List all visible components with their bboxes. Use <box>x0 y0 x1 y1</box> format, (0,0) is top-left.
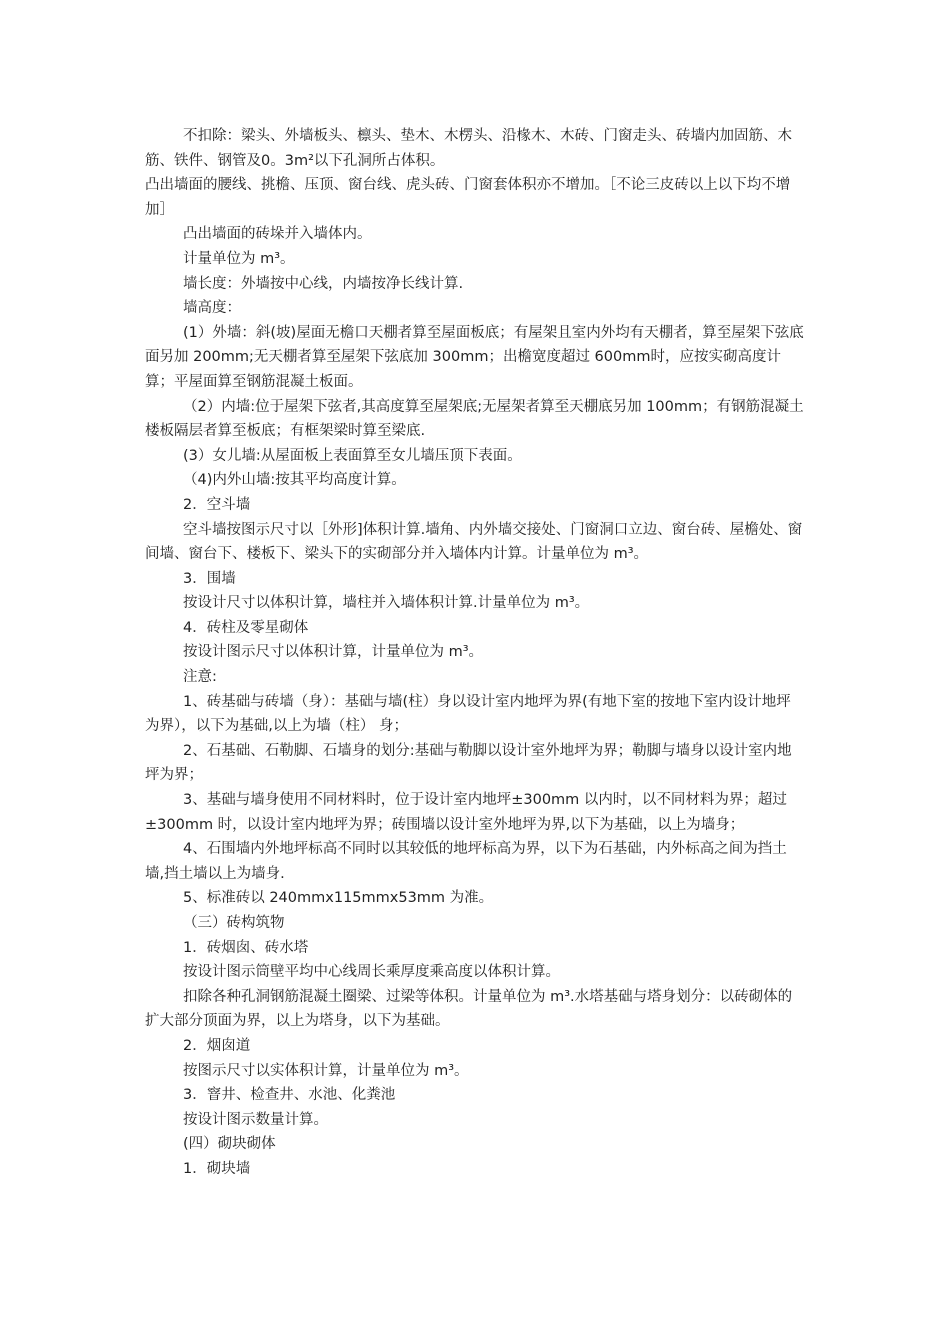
paragraph: （4)内外山墙:按其平均高度计算。 <box>183 472 406 489</box>
section-heading: 3．窨井、检查井、水池、化粪池 <box>183 1087 396 1104</box>
document-body <box>145 124 805 1182</box>
paragraph: 5、标准砖以 240mmx115mmx53mm 为准。 <box>183 890 494 907</box>
paragraph: 墙高度： <box>183 300 241 317</box>
paragraph: 1、砖基础与砖墙（身）：基础与墙(柱）身以设计室内地坪为界(有地下室的按地下室内设计地坪为界），以下为基础,以上为墙（柱） 身； <box>145 693 791 735</box>
paragraph: （2）内墙:位于屋架下弦者,其高度算至屋架底;无屋架者算至天棚底另加 100mm；有钢筋混凝土楼板隔层者算至板底；有框架梁时算至梁底. <box>145 398 804 440</box>
paragraph: 计量单位为 m³。 <box>183 250 295 267</box>
paragraph: 按设计图示尺寸以体积计算，计量单位为 m³。 <box>183 644 484 661</box>
paragraph: 2、石基础、石勒脚、石墙身的划分:基础与勒脚以设计室外地坪为界；勒脚与墙身以设计室内地坪为界； <box>145 742 792 784</box>
paragraph: 按设计图示数量计算。 <box>183 1111 328 1128</box>
section-heading: (四）砌块砌体 <box>183 1136 276 1153</box>
paragraph: 按设计尺寸以体积计算，墙柱并入墙体积计算.计量单位为 m³。 <box>183 595 590 612</box>
section-heading: 4．砖柱及零星砌体 <box>183 619 309 636</box>
paragraph: (1）外墙：斜(坡)屋面无檐口天棚者算至屋面板底；有屋架且室内外均有天棚者，算至屋架下弦底面另加 200mm;无天棚者算至屋架下弦底加 300mm；出檐宽度超过 600mm时，应按实砌高度计算；平屋面算至钢筋混凝土板面。 <box>145 324 804 390</box>
paragraph: 不扣除：梁头、外墙板头、檩头、垫木、木楞头、沿椽木、木砖、门窗走头、砖墙内加固筋、木筋、铁件、钢管及0。3m²以下孔洞所占体积。 <box>145 128 792 169</box>
section-heading: 2．空斗墙 <box>183 496 251 513</box>
section-heading: 1．砖烟囱、砖水塔 <box>183 939 309 956</box>
paragraph: 按图示尺寸以实体积计算，计量单位为 m³。 <box>183 1062 469 1079</box>
paragraph: 4、石围墙内外地坪标高不同时以其较低的地坪标高为界，以下为石基础，内外标高之间为挡土墙,挡土墙以上为墙身. <box>145 841 787 882</box>
paragraph: 凸出墙面的腰线、挑檐、压顶、窗台线、虎头砖、门窗套体积亦不增加。［不论三皮砖以上以下均不增加］ <box>145 177 791 218</box>
paragraph: 凸出墙面的砖垛并入墙体内。 <box>183 226 372 243</box>
paragraph: 扣除各种孔洞钢筋混凝土圈梁、过梁等体积。计量单位为 m³.水塔基础与塔身划分：以砖砌体的扩大部分顶面为界，以上为塔身，以下为基础。 <box>145 988 793 1030</box>
paragraph: 按设计图示筒壁平均中心线周长乘厚度乘高度以体积计算。 <box>183 964 560 981</box>
paragraph: (3）女儿墙:从屋面板上表面算至女儿墙压顶下表面。 <box>183 447 522 464</box>
paragraph: 墙长度：外墙按中心线，内墙按净长线计算. <box>183 275 464 292</box>
paragraph: 注意: <box>183 669 217 686</box>
section-heading: 1．砌块墙 <box>183 1160 251 1177</box>
section-heading: （三）砖构筑物 <box>183 915 285 931</box>
paragraph: 3、基础与墙身使用不同材料时，位于设计室内地坪±300mm 以内时，以不同材料为界；超过±300mm 时，以设计室内地坪为界；砖围墙以设计室外地坪为界,以下为基础，以上为墙身； <box>145 792 787 833</box>
paragraph: 空斗墙按图示尺寸以［外形]体积计算.墙角、内外墙交接处、门窗洞口立边、窗台砖、屋檐处、窗间墙、窗台下、楼板下、梁头下的实砌部分并入墙体内计算。计量单位为 m³。 <box>145 521 803 563</box>
section-heading: 3．围墙 <box>183 570 236 587</box>
section-heading: 2．烟囱道 <box>183 1037 251 1054</box>
